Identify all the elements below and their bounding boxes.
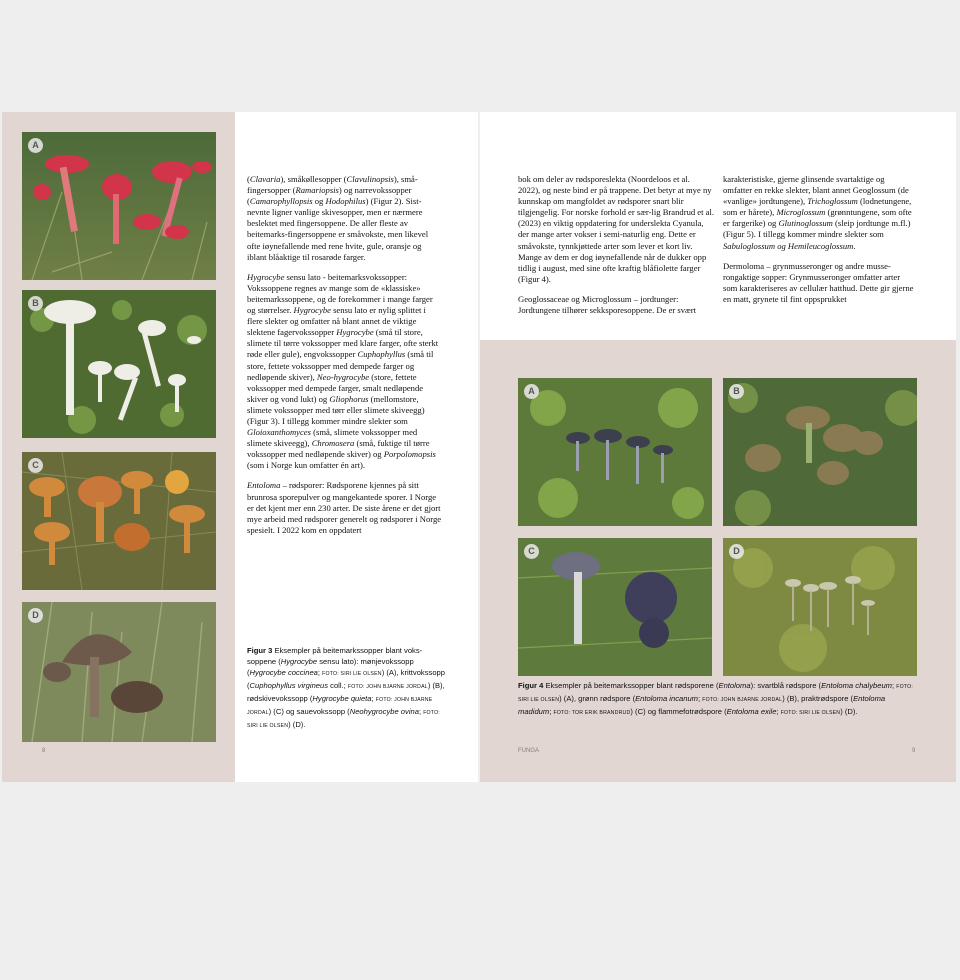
caption-text: ) (D). bbox=[840, 707, 858, 716]
paragraph bbox=[247, 272, 443, 472]
italic-term: Clavaria bbox=[249, 174, 281, 184]
species-name: Hygrocybe quieta bbox=[312, 694, 372, 703]
photo-label-4d: D bbox=[729, 544, 744, 559]
italic-term: Camarophyllopsis bbox=[249, 196, 313, 207]
caption-text: ; bbox=[892, 681, 897, 690]
paragraph bbox=[518, 174, 714, 285]
species-name: Entoloma madidum bbox=[518, 694, 886, 716]
text-run: (lodnetungene, som er hårete), bbox=[723, 196, 912, 218]
paragraph bbox=[723, 174, 915, 252]
text-run: og bbox=[312, 196, 326, 207]
caption-text: ) (B), praktrødspore ( bbox=[782, 694, 854, 703]
caption-text: ) (B), rødskivevokssopp ( bbox=[247, 681, 445, 703]
species-name: Entoloma chalybeum bbox=[821, 681, 892, 690]
italic-term: Hygrocybe bbox=[336, 327, 374, 338]
figure4-caption bbox=[518, 680, 918, 719]
caption-text: ; bbox=[418, 707, 424, 716]
text-run: sensu lato er nylig splittet i flere slekter og omfatter nå blant annet de viktige slektene fagervokssopper bbox=[247, 305, 426, 338]
photo-label-c: C bbox=[28, 458, 43, 473]
species-name: Neohygrocybe ovina bbox=[349, 707, 419, 716]
text-run: (små til store, fettete vokssopper med dempede farger og nedløpende skiver), bbox=[247, 349, 434, 382]
photo-label-4c: C bbox=[524, 544, 539, 559]
species-name: Hygrocybe bbox=[280, 657, 318, 666]
page-number-left: 8 bbox=[42, 748, 46, 754]
species-name: Entoloma incanum bbox=[635, 694, 699, 703]
caption-label: Figur 4 bbox=[518, 681, 544, 690]
text-run: bok om deler av rødsporeslekta (Noordeloos et al. 2022), og neste bind er på trappene. Det betyr at mye ny kunnskap om mangfoldet av rødsporer snart blir tilgjengelig. For norske forhold er sær-lig Brandrud et al. (2023) en viktig oppdatering for underslekta Cyanula, der mange arter vokser i semi-naturlig eng. Dette er småvokste, tynnkjøttede arter som lever et kort liv. Mange av dem er dog iøynefallende når de dukker opp tidlig i august, med sine ofte kraftig blåfiolette farger (Figur 4). bbox=[518, 174, 715, 284]
italic-term: Trichoglossum bbox=[807, 196, 858, 207]
photo-credit: FOTO: SIRI LIE OLSEN bbox=[780, 710, 841, 716]
caption-text: ) (D). bbox=[288, 720, 306, 729]
text-run: ) og narrevokssopper ( bbox=[247, 185, 412, 207]
italic-term: Entoloma bbox=[247, 480, 281, 491]
caption-text: ; bbox=[776, 707, 781, 716]
text-run: (små, fuktige til tørre vokssopper med nedløpende skiver) og bbox=[247, 438, 430, 460]
text-run: Dermoloma – grynmusseronger og andre musse-rongaktige sopper: Grynmusseronger omfatter arter som karakteriseres av cellulær hatthud. Dette gir gjerne en matt, grynete til fint oppsprukket bbox=[723, 260, 914, 304]
text-run: (sleip jordtunge m.fl.) (Figur 5). I tillegg kommer mindre slekter som bbox=[723, 218, 911, 240]
photo-3b-cuphophyllus-virgineus bbox=[22, 290, 216, 438]
photo-credit: FOTO: JOHN BJARNE JORDAL bbox=[347, 684, 428, 690]
text-run: ) (Figur 2). Sist-nevnte ligner vanlige skivesopper, men er nærmere beslektet med fingersoppene. De aller fleste av beitemarks-fingersoppene er småvokste, men likevel ofte iøynefallende med rene hvite, gule, oransje og iblant blåaktige til rosarøde farger. bbox=[247, 196, 429, 262]
italic-term: Gloioxanthomyces bbox=[247, 427, 311, 438]
italic-term: Chromosera bbox=[311, 438, 355, 449]
text-run: (store, fettete vokssopper med dempede farger, smalt nedløpende skiver og vond lukt) og bbox=[247, 371, 424, 404]
photo-credit: FOTO: JOHN BJARNE JORDAL bbox=[247, 697, 433, 716]
caption-text: ): svartblå rødspore ( bbox=[750, 681, 822, 690]
text-run: (grønntungene, som ofte er fargerike) og bbox=[723, 207, 912, 229]
photo-credit: FOTO: SIRI LIE OLSEN bbox=[322, 671, 382, 677]
caption-text: ; bbox=[549, 707, 554, 716]
caption-text: ) (A), krittvokssopp ( bbox=[247, 668, 445, 690]
photo-4a-entoloma-chalybeum bbox=[518, 378, 712, 526]
caption-text: Eksempler på beitemarkssopper blant rødsporene ( bbox=[543, 681, 719, 690]
caption-text: ) (A), grønn rødspore ( bbox=[559, 694, 636, 703]
text-run: ( bbox=[247, 174, 250, 184]
text-run: – rødsporer: Rødsporene kjennes på sitt brunrosa sporepulver og mangekantede sporer. I Norge er det kjent mer enn 230 arter. De siste årene er det gjort mye arbeid med rødsporer generelt og rødsporer i Norge spesielt. I 2022 kom en oppdatert bbox=[247, 480, 442, 535]
caption-text: sensu lato): mønjevokssopp ( bbox=[247, 657, 414, 677]
page-number-right: 9 bbox=[912, 748, 916, 754]
left-page bbox=[2, 112, 478, 782]
photo-4b-entoloma-incanum bbox=[723, 378, 917, 526]
species-name: Entoloma exile bbox=[726, 707, 777, 716]
italic-term: Sabuloglossum og Hemileucoglossum bbox=[723, 240, 854, 251]
caption-text: ) (C) og sauevokssopp ( bbox=[268, 707, 350, 716]
running-head: FUNGA bbox=[518, 748, 539, 754]
italic-term: Microglossum bbox=[776, 207, 826, 218]
italic-term: Hodophilus bbox=[325, 196, 366, 207]
paragraph bbox=[247, 174, 443, 263]
paragraph bbox=[518, 294, 714, 316]
text-run: . bbox=[853, 240, 856, 251]
italic-term: Clavulinopsis bbox=[346, 174, 394, 184]
right-body-text-col1 bbox=[518, 174, 714, 325]
text-run: sensu lato - beitemarksvokssopper: Vokssoppene regnes av mange som de «klassiske» beitemarkssoppene, og de forekommer i mange farger og størrelser. bbox=[247, 271, 433, 316]
photo-credit: FOTO: TOR ERIK BRANDRUD bbox=[553, 710, 631, 716]
photo-label-d: D bbox=[28, 608, 43, 623]
photo-credit: FOTO: SIRI LIE OLSEN bbox=[247, 710, 440, 729]
photo-label-4a: A bbox=[524, 384, 539, 399]
italic-term: Porpolomopsis bbox=[383, 449, 436, 460]
text-run: (mellomstore, slimete vokssopper med tørr eller slimete skiveegg) (Figur 3). I tillegg kommer mindre slekter som bbox=[247, 393, 425, 426]
caption-text: Eksempler på beitemarkssopper blant voks-soppene ( bbox=[247, 646, 423, 666]
caption-text: ; bbox=[371, 694, 376, 703]
text-run: karakteristiske, gjerne glinsende svartaktige og omfatter en rekke slekter, blant annet Geoglossum (de «vanlige» jordtungene), bbox=[723, 174, 909, 207]
caption-label: Figur 3 bbox=[247, 646, 273, 655]
species-name: Entoloma bbox=[718, 681, 751, 690]
photo-3a-hygrocybe-coccinea bbox=[22, 132, 216, 280]
text-run: (som i Norge kun omfatter én art). bbox=[247, 460, 365, 471]
caption-text: ) (C) og flammefotrødspore ( bbox=[630, 707, 727, 716]
magazine-spread bbox=[0, 112, 960, 782]
right-body-text-col2 bbox=[723, 174, 915, 314]
text-run: ), småkøllesopper ( bbox=[280, 174, 347, 184]
italic-term: Cuphophyllus bbox=[357, 349, 406, 360]
photo-4d-entoloma-exile bbox=[723, 538, 917, 676]
photo-label-b: B bbox=[28, 296, 43, 311]
italic-term: Ramariopsis bbox=[295, 185, 339, 196]
photo-credit: FOTO: SIRI LIE OLSEN bbox=[518, 684, 913, 703]
photo-4c-entoloma-madidum bbox=[518, 538, 712, 676]
italic-term: Glutinoglossum bbox=[778, 218, 833, 229]
caption-text: ; bbox=[317, 668, 323, 677]
text-run: (små til store, slimete til tørre vokssopper med klare farger, ofte sterkt røde eller gule), engvokssopper bbox=[247, 327, 439, 360]
species-name: Cuphophyllus virgineus bbox=[249, 681, 329, 690]
species-name: Hygrocybe coccinea bbox=[249, 668, 318, 677]
left-body-text bbox=[247, 174, 443, 545]
text-run: Geoglossaceae og Microglossum – jordtunger: Jordtungene tilhører sekksporesoppene. De er svært bbox=[518, 293, 697, 316]
text-run: ), små-fingersopper ( bbox=[247, 174, 418, 196]
photo-label-4b: B bbox=[729, 384, 744, 399]
text-run: (små, slimete vokssopper med slimete skiveegg), bbox=[247, 427, 418, 449]
italic-term: Neo-hygrocybe bbox=[316, 371, 370, 382]
italic-term: Gliophorus bbox=[329, 393, 369, 404]
photo-credit: FOTO: JOHN BJARNE JORDAL bbox=[702, 697, 783, 703]
right-page bbox=[480, 112, 956, 782]
figure3-caption bbox=[247, 645, 445, 732]
caption-text: coll.; bbox=[328, 681, 348, 690]
photo-3d-neohygrocybe-ovina bbox=[22, 602, 216, 742]
paragraph bbox=[247, 480, 443, 535]
italic-term: Hygrocybe bbox=[293, 305, 331, 316]
caption-text: ; bbox=[698, 694, 703, 703]
photo-label-a: A bbox=[28, 138, 43, 153]
italic-term: Hygrocybe bbox=[247, 271, 285, 282]
photo-3c-hygrocybe-quieta bbox=[22, 452, 216, 590]
paragraph bbox=[723, 261, 915, 305]
